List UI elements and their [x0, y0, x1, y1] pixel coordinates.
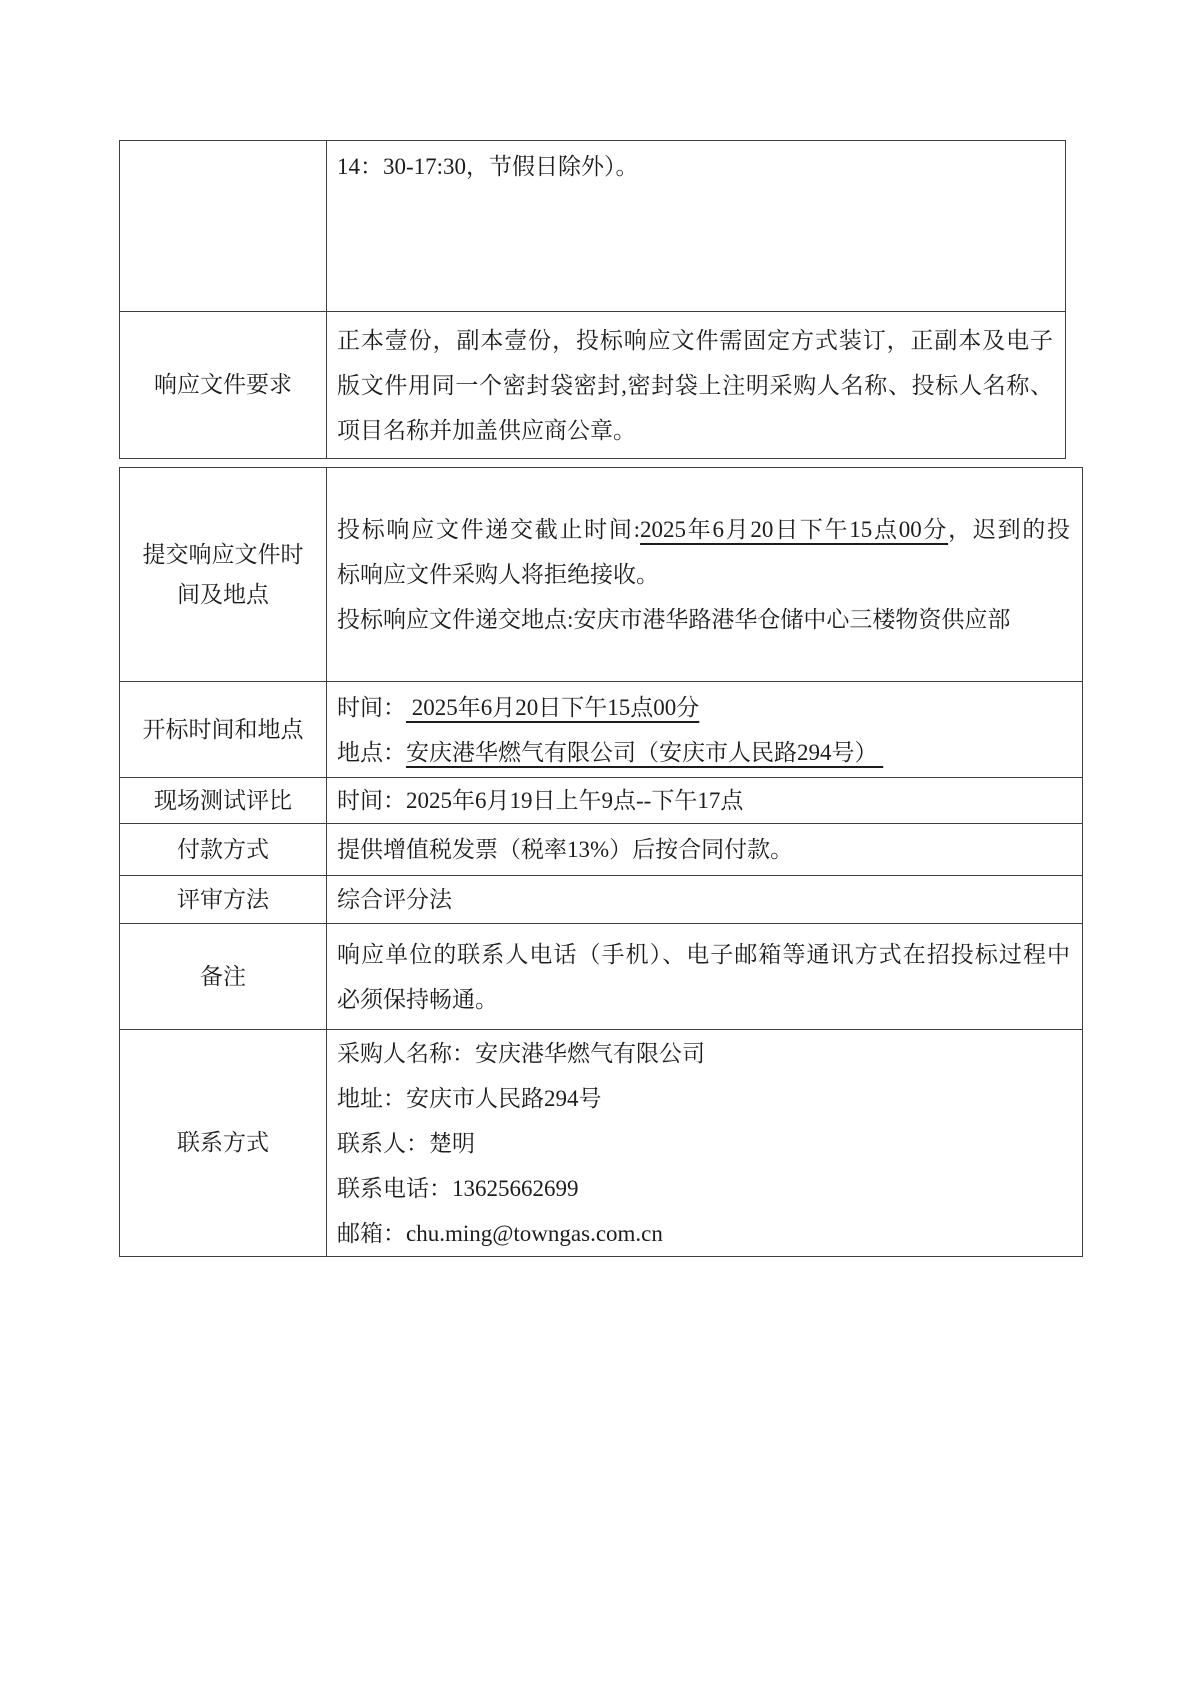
text-segment: 邮箱：chu.ming@towngas.com.cn: [337, 1220, 663, 1246]
row-content: [327, 682, 1082, 777]
table-row-bid-opening: [120, 681, 1082, 777]
text-segment: 14：30-17:30，节假日除外）。: [337, 154, 639, 179]
contact-phone-line: [337, 1166, 1070, 1211]
text-segment: 综合评分法: [337, 887, 452, 912]
row-label: 评审方法: [120, 876, 327, 923]
row-content: [327, 824, 1082, 875]
content-line: [337, 363, 1053, 408]
row-content: [327, 468, 1082, 681]
content-line: [337, 730, 1070, 775]
row-content: [327, 778, 1082, 823]
row-label: 响应文件要求: [120, 312, 327, 458]
content-line: [337, 552, 1070, 597]
purchaser-name-line: [337, 1031, 1070, 1076]
text-segment: ，迟到的投: [948, 517, 1071, 542]
row-label: 付款方式: [120, 824, 327, 875]
row-content: [327, 141, 1065, 311]
text-segment: 正本壹份，副本壹份，投标响应文件需固定方式装订，正副本及电子: [337, 327, 1053, 353]
notice-table-lower: [119, 467, 1083, 1257]
text-segment: 版文件用同一个密封袋密封,密封袋上注明采购人名称、投标人名称、: [337, 372, 1053, 398]
table-row-onsite-test: [120, 777, 1082, 823]
deadline-value-underlined: 2025年6月20日下午15点00分: [640, 517, 949, 542]
text-segment: 项目名称并加盖供应商公章。: [337, 417, 636, 443]
text-segment: 时间：: [337, 694, 406, 720]
text-segment: 提供增值税发票（税率13%）后按合同付款。: [337, 837, 794, 862]
content-line: [337, 148, 1053, 186]
opening-time-underlined: 2025年6月20日下午15点00分: [406, 694, 700, 720]
row-content: [327, 876, 1082, 923]
row-label: 提交响应文件时间及地点: [120, 468, 327, 681]
content-line: [337, 685, 1070, 730]
table-row-remarks: [120, 923, 1082, 1029]
text-segment: 投标响应文件递交地点:安庆市港华路港华仓储中心三楼物资供应部: [337, 607, 1011, 632]
text-segment: 地址：安庆市人民路294号: [337, 1085, 602, 1111]
table-row-response-doc-requirements: [120, 311, 1065, 458]
row-label-empty: [120, 141, 327, 311]
table-row-submission-time-place: [120, 468, 1082, 681]
row-label: 现场测试评比: [120, 778, 327, 823]
text-segment: 响应单位的联系人电话（手机）、电子邮箱等通讯方式在招投标过程中: [337, 941, 1070, 967]
content-line: [337, 932, 1070, 977]
content-line: [337, 507, 1070, 552]
row-content: [327, 312, 1065, 458]
content-line: [337, 827, 1070, 872]
notice-table-upper: [119, 140, 1066, 459]
text-segment: 投标响应文件递交截止时间:: [337, 517, 641, 542]
content-line: [337, 597, 1070, 642]
table-row-evaluation-method: [120, 875, 1082, 923]
contact-person-line: [337, 1121, 1070, 1166]
table-row-continuation: [120, 141, 1065, 311]
text-segment: 标响应文件采购人将拒绝接收。: [337, 562, 659, 587]
content-line: [337, 977, 1070, 1022]
text-segment: 联系人：楚明: [337, 1130, 475, 1156]
row-content: [327, 924, 1082, 1029]
row-label: 备注: [120, 924, 327, 1029]
text-segment: 地点：: [337, 739, 406, 765]
row-label: 联系方式: [120, 1030, 327, 1256]
text-segment: 必须保持畅通。: [337, 986, 498, 1012]
text-segment: 联系电话：13625662699: [337, 1175, 579, 1201]
content-line: [337, 778, 1070, 823]
content-line: [337, 318, 1053, 363]
contact-email-line: [337, 1211, 1070, 1256]
table-row-payment-terms: [120, 823, 1082, 875]
table-row-contact-info: [120, 1029, 1082, 1256]
text-segment: 时间：2025年6月19日上午9点--下午17点: [337, 788, 744, 813]
address-line: [337, 1076, 1070, 1121]
text-segment: 采购人名称：安庆港华燃气有限公司: [337, 1040, 705, 1066]
opening-place-underlined: 安庆港华燃气有限公司（安庆市人民路294号）: [406, 739, 884, 765]
content-line: [337, 877, 1070, 922]
content-line: [337, 408, 1053, 453]
row-label: 开标时间和地点: [120, 682, 327, 777]
row-content: [327, 1030, 1082, 1256]
